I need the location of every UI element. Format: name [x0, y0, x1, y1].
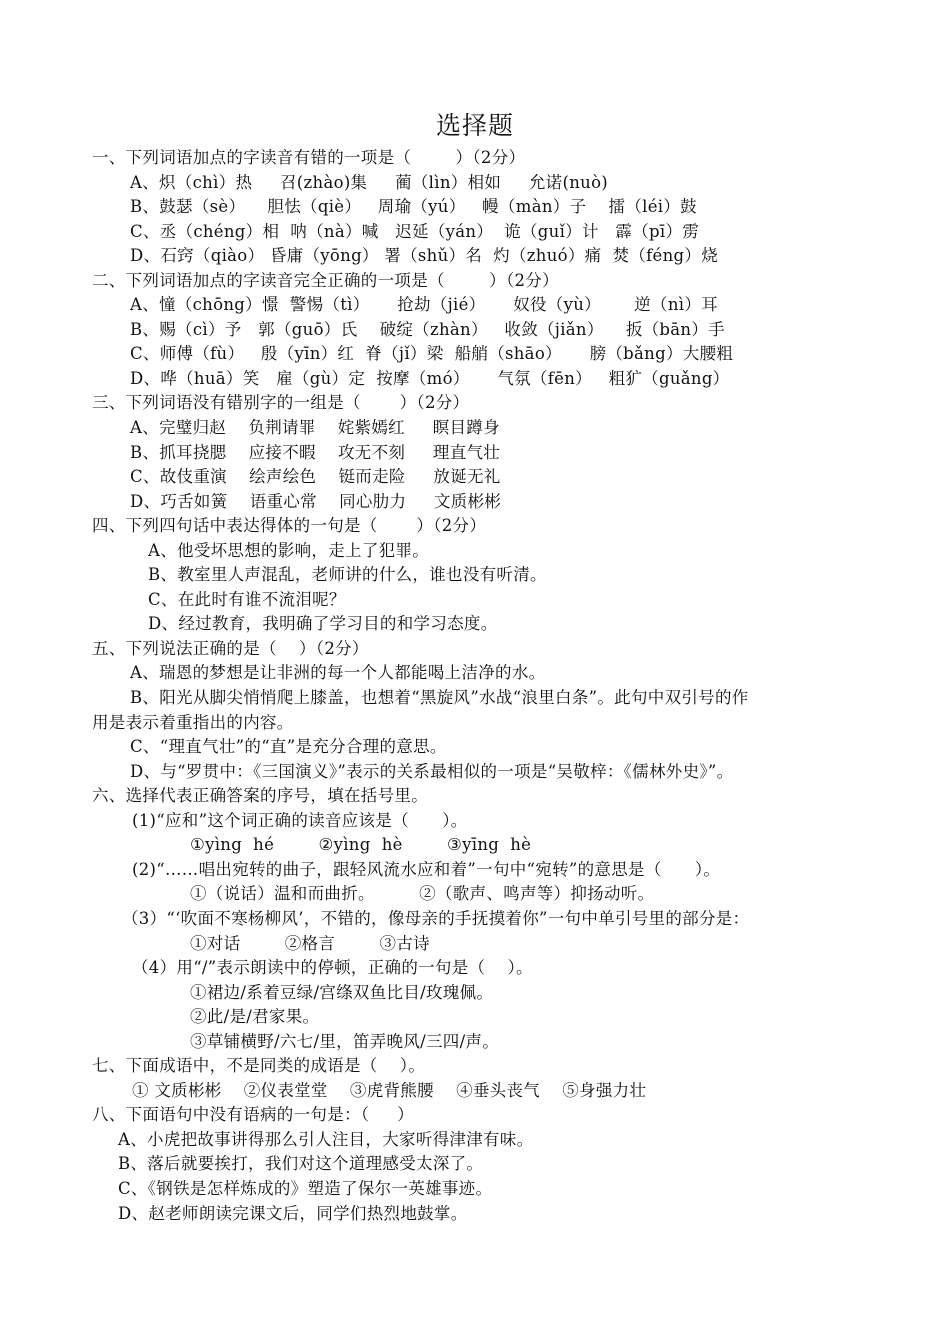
question-line: ③草铺横野/六七/里，笛弄晚风/三四/声。: [190, 1031, 500, 1051]
question-list: [0, 146, 950, 1226]
question-line: B、阳光从脚尖悄悄爬上膝盖，也想着“黑旋风”水战“浪里白条”。此句中双引号的作: [130, 688, 749, 708]
question-line: B、落后就要挨打，我们对这个道理感受太深了。: [118, 1154, 484, 1174]
question-line: ①yìng hé ②yìng hè ③yīng hè: [190, 835, 532, 855]
question-line: D、哗（huā）笑 雇（gù）定 按摩（mó） 气氛（fēn） 粗犷（guǎng）: [130, 368, 730, 388]
question-line: 四、下列四句话中表达得体的一句是（ ）（2分）: [92, 516, 487, 536]
question-line: A、小虎把故事讲得那么引人注目，大家听得津津有味。: [118, 1129, 534, 1149]
question-line: C、丞（chéng）相 呐（nà）喊 迟延（yán） 诡（guǐ）计 霹（pī）雳: [130, 221, 700, 241]
question-line: (2)“……唱出宛转的曲子，跟轻风流水应和着”一句中“宛转”的意思是（ ）。: [132, 859, 721, 879]
question-line: ① 文质彬彬 ②仪表堂堂 ③虎背熊腰 ④垂头丧气 ⑤身强力壮: [132, 1080, 647, 1100]
question-line: B、鼓瑟（sè） 胆怯（qiè） 周瑜（yú） 幔（màn）子 擂（léi）鼓: [130, 197, 697, 217]
question-line: A、憧（chōng）憬 警惕（tì） 抢劫（jié） 奴役（yù） 逆（nì）耳: [130, 295, 718, 315]
question-line: C、故伎重演 绘声绘色 铤而走险 放诞无礼: [130, 467, 501, 487]
question-line: D、石窍（qiào） 昏庸（yōng） 署（shǔ）名 灼（zhuó）痛 焚（féng）烧: [130, 246, 719, 266]
question-line: 八、下面语句中没有语病的一句是：（ ）: [92, 1105, 414, 1125]
question-line: ①裙边/系着豆绿/宫绦双鱼比目/玫瑰佩。: [190, 982, 494, 1002]
question-line: ①（说话）温和而曲折。 ②（歌声、鸣声等）抑扬动听。: [190, 884, 655, 904]
question-line: C、师傅（fù） 殷（yīn）红 脊（jǐ）梁 船艄（shāo） 膀（bǎng）大腰粗: [130, 344, 734, 364]
question-line: C、“理直气壮”的“直”是充分合理的意思。: [130, 737, 447, 757]
question-line: B、教室里人声混乱，老师讲的什么，谁也没有听清。: [148, 565, 547, 585]
question-line: A、他受坏思想的影响，走上了犯罪。: [148, 540, 430, 560]
question-line: D、赵老师朗读完课文后，同学们热烈地鼓掌。: [118, 1203, 468, 1223]
question-line: 五、下列说法正确的是（ ）（2分）: [92, 638, 369, 658]
question-line: (1)“应和”这个词正确的读音应该是（ ）。: [132, 810, 468, 830]
question-line: A、完璧归赵 负荆请罪 姹紫嫣红 瞑目蹲身: [130, 418, 500, 438]
question-line: 二、下列词语加点的字读音完全正确的一项是（ ）（2分）: [92, 270, 559, 290]
question-line: ②此/是/君家果。: [190, 1007, 320, 1027]
question-line: 六、选择代表正确答案的序号，填在括号里。: [92, 786, 428, 806]
question-line: B、抓耳挠腮 应接不暇 攻无不刻 理直气壮: [130, 442, 501, 462]
question-line: A、瑞恩的梦想是让非洲的每一个人都能喝上洁净的水。: [130, 663, 546, 683]
question-line: （4）用“/”表示朗读中的停顿，正确的一句是（ ）。: [132, 958, 533, 978]
page-title: 选择题: [435, 111, 514, 140]
question-line: 七、下面成语中，不是同类的成语是（ ）。: [92, 1056, 426, 1076]
question-line: C、《钢铁是怎样炼成的》塑造了保尔一英雄事迹。: [118, 1178, 493, 1198]
question-line: ①对话 ②格言 ③古诗: [190, 933, 430, 953]
question-line: D、巧舌如簧 语重心常 同心肋力 文质彬彬: [130, 491, 502, 511]
question-line: （3）“‘吹面不寒杨柳风’，不错的，像母亲的手抚摸着你”一句中单引号里的部分是：: [122, 908, 750, 928]
question-line: 三、下列词语没有错别字的一组是（ ）（2分）: [92, 393, 470, 413]
question-line: D、经过教育，我明确了学习目的和学习态度。: [148, 614, 498, 634]
question-line: D、与“罗贯中：《三国演义》”表示的关系最相似的一项是“吴敬梓：《儒林外史》”。: [130, 761, 734, 781]
question-line: A、炽（chì）热 召(zhào)集 蔺（lìn）相如 允诺(nuò): [130, 172, 609, 192]
question-line: B、赐（cì）予 郭（guō）氏 破绽（zhàn） 收敛（jiǎn） 扳（bān）手: [130, 319, 725, 339]
question-line: 用是表示着重指出的内容。: [92, 712, 294, 732]
question-line: 一、下列词语加点的字读音有错的一项是（ ）（2分）: [92, 148, 526, 167]
question-line: C、在此时有谁不流泪呢？: [148, 589, 346, 609]
